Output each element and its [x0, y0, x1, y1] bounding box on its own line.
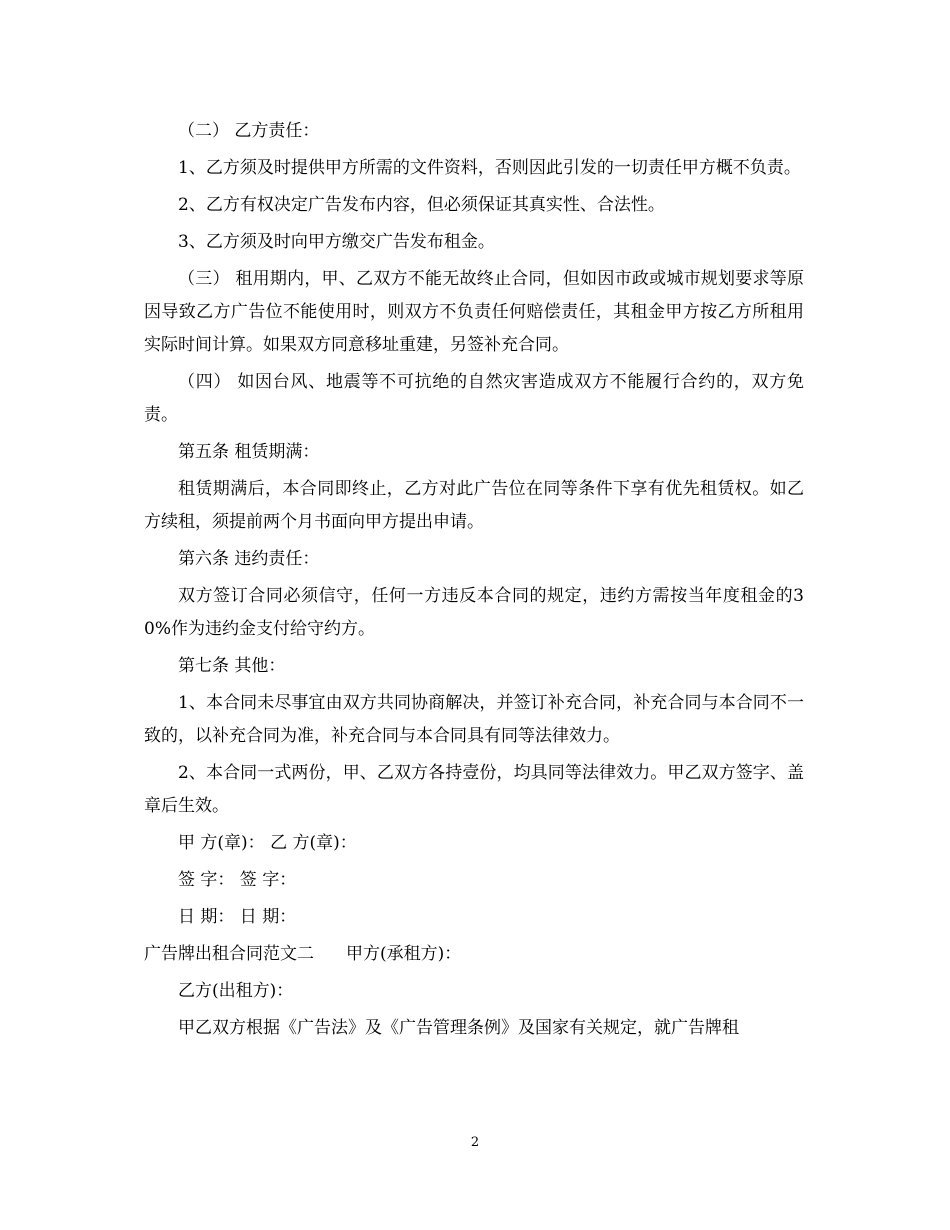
paragraph-clause-four: （四） 如因台风、地震等不可抗绝的自然灾害造成双方不能履行合约的，双方免责。 — [144, 372, 804, 425]
paragraph-party-b-clause-1: 1、乙方须及时提供甲方所需的文件资料，否则因此引发的一切责任甲方概不负责。 — [178, 158, 801, 178]
document-body — [144, 115, 804, 1049]
paragraph-clause-three: （三） 租用期内，甲、乙双方不能无故终止合同，但如因市政或城市规划要求等原因导致乙方广告位不能使用时，则双方不负责任何赔偿责任，其租金甲方按乙方所租用实际时间计算。如果双方同意移址重建，另签补充合同。 — [144, 269, 804, 355]
signature-seal-line: 甲 方(章)： 乙 方(章)： — [178, 833, 357, 853]
signature-sign-line: 签 字： 签 字： — [178, 870, 297, 890]
paragraph-contract-basis: 甲乙双方根据《广告法》及《广告管理条例》及国家有关规定，就广告牌租 — [178, 1018, 739, 1038]
page-number: 2 — [470, 1135, 480, 1150]
article-six-heading: 第六条 违约责任： — [178, 549, 320, 569]
paragraph-article-seven-clause-1: 1、本合同未尽事宜由双方共同协商解决，并签订补充合同，补充合同与本合同不一致的，以补充合同为准，补充合同与本合同具有同等法律效力。 — [144, 693, 804, 746]
signature-date-line: 日 期： 日 期： — [178, 907, 297, 927]
paragraph-party-b-clause-3: 3、乙方须及时向甲方缴交广告发布租金。 — [178, 232, 495, 252]
paragraph-article-six: 双方签订合同必须信守，任何一方违反本合同的规定，违约方需按当年度租金的30%作为违约金支付给守约方。 — [144, 586, 804, 639]
paragraph-article-seven-clause-2: 2、本合同一式两份，甲、乙双方各持壹份，均具同等法律效力。甲乙双方签字、盖章后生效。 — [144, 763, 804, 816]
paragraph-article-five: 租赁期满后，本合同即终止，乙方对此广告位在同等条件下享有优先租赁权。如乙方续租，须提前两个月书面向甲方提出申请。 — [144, 479, 804, 532]
section-title: 广告牌出租合同范文二 — [144, 944, 314, 964]
article-seven-heading: 第七条 其他： — [178, 656, 286, 676]
section-party-a: 甲方(承租方)： — [346, 944, 462, 964]
paragraph-party-b-responsibility-heading: （二） 乙方责任： — [178, 121, 320, 141]
paragraph-party-b-clause-2: 2、乙方有权决定广告发布内容，但必须保证其真实性、合法性。 — [178, 195, 665, 215]
paragraph-party-b-lessor: 乙方(出租方)： — [178, 981, 294, 1001]
section-heading-line — [144, 938, 804, 971]
article-five-heading: 第五条 租赁期满： — [178, 442, 320, 462]
